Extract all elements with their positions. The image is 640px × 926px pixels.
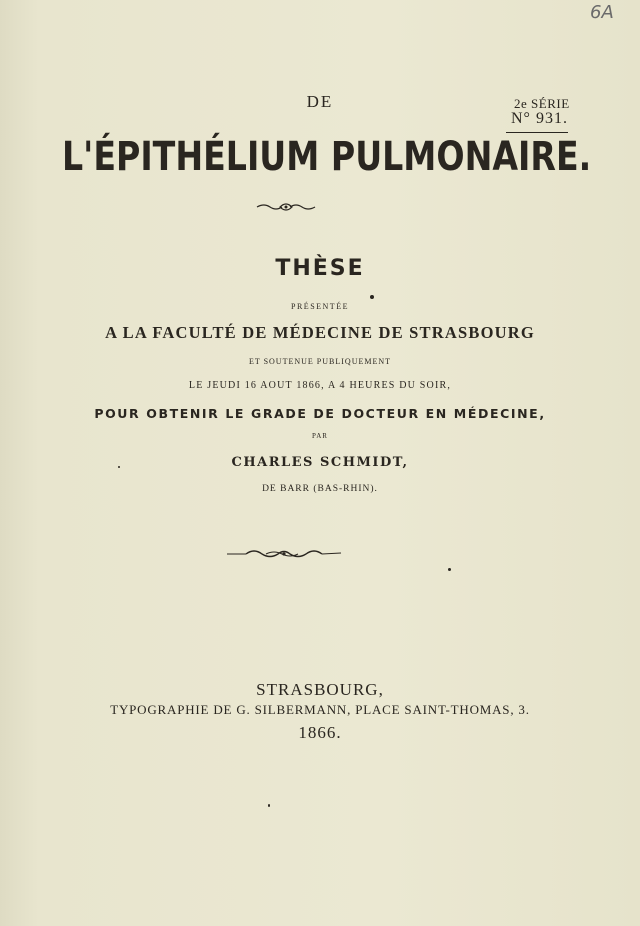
series-label: 2e SÉRIE — [514, 96, 570, 111]
publication-year: 1866. — [298, 723, 342, 742]
main-title: L'ÉPITHÉLIUM PULMONAIRE. — [62, 134, 592, 180]
ink-speck — [448, 568, 451, 571]
ornament-divider-icon — [256, 200, 316, 214]
printer-line: TYPOGRAPHIE DE G. SILBERMANN, PLACE SAINT-THOMAS, 3. — [110, 702, 530, 717]
number-underline — [506, 132, 568, 133]
handwritten-mark: 6A — [590, 2, 614, 23]
author-name: CHARLES SCHMIDT, — [231, 455, 409, 470]
thesis-heading: THÈSE — [275, 256, 365, 281]
presented-line: PRÉSENTÉE — [291, 302, 349, 311]
author-origin: DE BARR (BAS-RHIN). — [262, 484, 378, 494]
date-line: LE JEUDI 16 AOUT 1866, A 4 HEURES DU SOIR, — [188, 380, 452, 391]
publication-city: STRASBOURG, — [256, 680, 384, 699]
ink-speck — [268, 804, 270, 807]
number-label: N° 931. — [511, 110, 568, 127]
faculty-line: A LA FACULTÉ DE MÉDECINE DE STRASBOURG — [105, 323, 535, 342]
defended-line: ET SOUTENUE PUBLIQUEMENT — [248, 357, 392, 366]
ornament-flourish-icon — [226, 546, 342, 560]
by-line: PAR — [312, 432, 328, 440]
ink-speck — [370, 295, 374, 299]
title-prefix: DE — [306, 92, 334, 111]
degree-line: POUR OBTENIR LE GRADE DE DOCTEUR EN MÉDECINE, — [94, 406, 546, 421]
ink-speck — [118, 466, 120, 468]
